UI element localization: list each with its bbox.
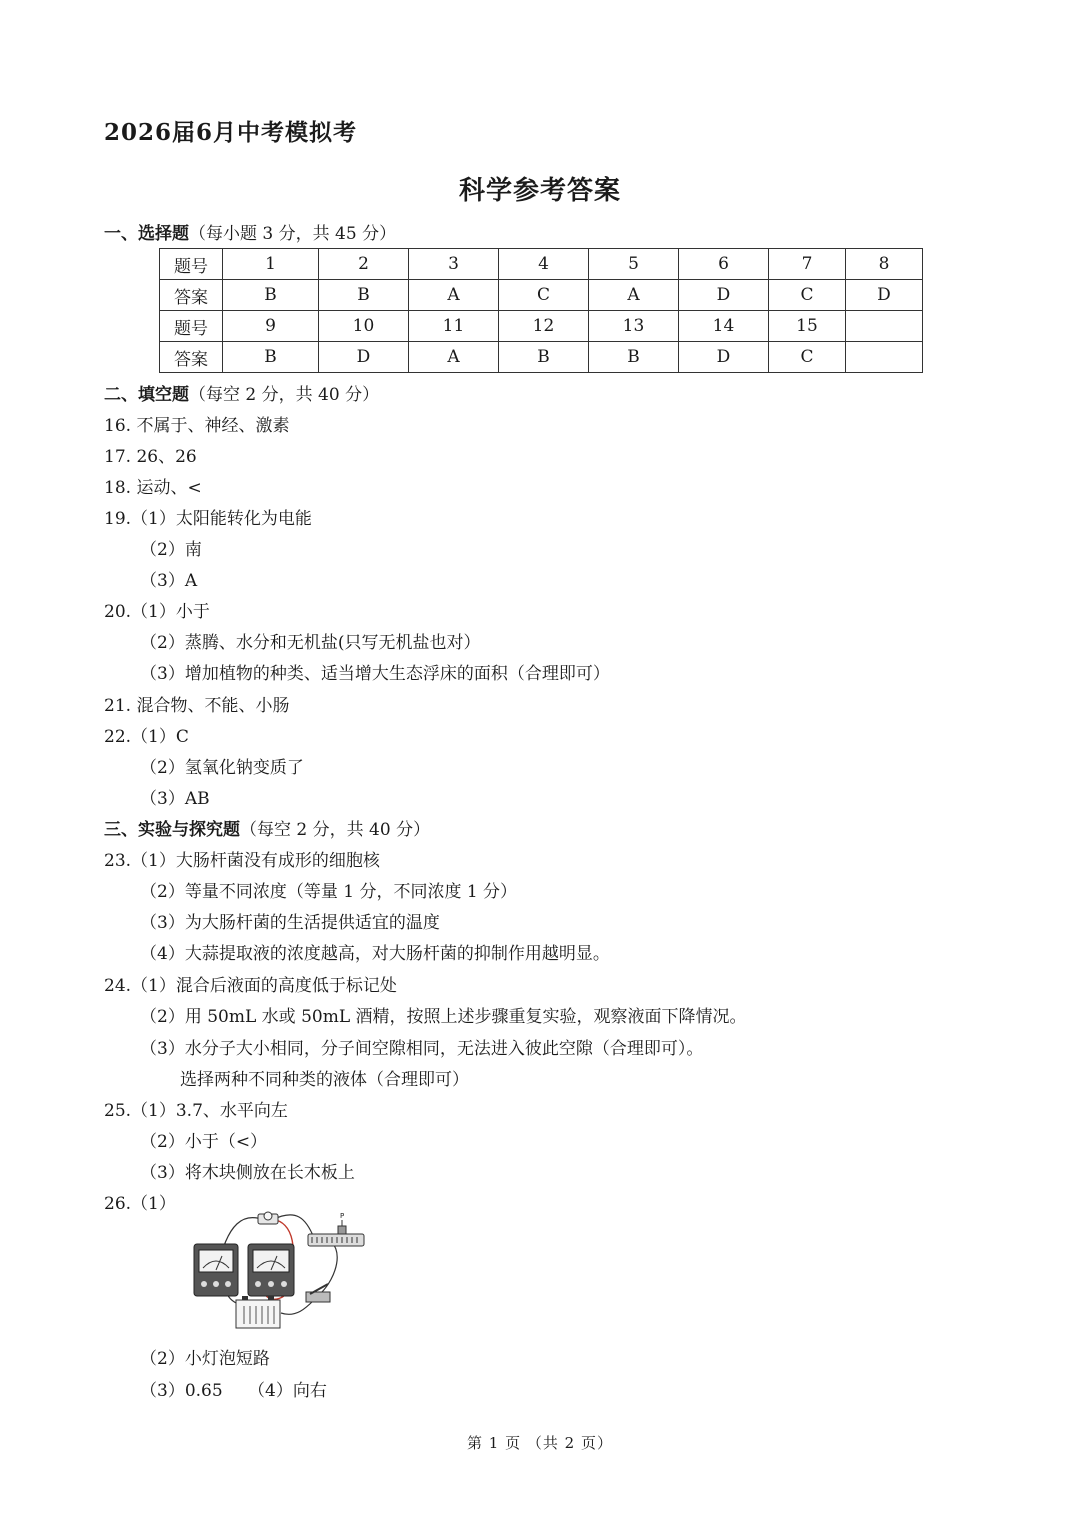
section-title: 一、选择题 [104,224,189,244]
rheostat-icon [308,1212,364,1246]
table-cell: 7 [769,249,846,280]
answer-26-3: （3）0.65 [140,1381,223,1401]
answer-25-1: 25.（1）3.7、水平向左 [104,1101,288,1121]
section-title: 三、实验与探究题 [104,820,240,840]
table-cell: C [499,280,589,311]
answer-26-1: 26.（1） [104,1194,176,1214]
answer-23-3: （3）为大肠杆菌的生活提供适宜的温度 [140,913,440,933]
table-cell: A [409,280,499,311]
section-note: （每小题 3 分，共 45 分） [189,224,397,244]
ammeter-icon [194,1244,238,1296]
table-row-header: 答案 [160,342,223,373]
table-cell: D [679,280,769,311]
slider-label: P [340,1212,345,1220]
answer-26-4: （4）向右 [248,1381,327,1401]
answer-18: 18. 运动、< [104,478,202,498]
answer-20-2: （2）蒸腾、水分和无机盐(只写无机盐也对） [140,633,481,653]
table-row-header: 题号 [160,249,223,280]
table-cell: 11 [409,311,499,342]
answer-16: 16. 不属于、神经、激素 [104,416,290,436]
table-cell: 9 [223,311,319,342]
answer-24-1: 24.（1）混合后液面的高度低于标记处 [104,976,397,996]
answer-24-3-continued: 选择两种不同种类的液体（合理即可） [180,1070,469,1090]
table-cell: A [589,280,679,311]
table-cell [846,311,923,342]
table-cell: 3 [409,249,499,280]
table-cell: 12 [499,311,589,342]
answer-19-2: （2）南 [140,540,202,560]
table-row-header: 答案 [160,280,223,311]
answer-21: 21. 混合物、不能、小肠 [104,696,290,716]
battery-icon [236,1296,280,1328]
lamp-icon [258,1212,278,1224]
table-cell: B [499,342,589,373]
answer-26-2: （2）小灯泡短路 [140,1349,270,1369]
section-note: （每空 2 分，共 40 分） [189,385,380,405]
table-cell: D [679,342,769,373]
answer-20-3: （3）增加植物的种类、适当增大生态浮床的面积（合理即可） [140,664,610,684]
table-row [160,311,923,342]
answer-22-3: （3）AB [140,789,210,809]
table-cell: B [319,280,409,311]
answer-25-3: （3）将木块侧放在长木板上 [140,1163,355,1183]
answer-24-2: （2）用 50mL 水或 50mL 酒精，按照上述步骤重复实验，观察液面下降情况。 [140,1007,747,1027]
document-title: 科学参考答案 [458,176,621,206]
section-heading-choice [104,219,396,244]
page-footer: 第 1 页 （共 2 页） [467,1434,613,1452]
section-heading-fill [104,380,379,405]
table-cell: 4 [499,249,589,280]
table-cell: B [223,342,319,373]
table-cell: B [589,342,679,373]
answer-table [159,248,923,373]
table-row-header: 题号 [160,311,223,342]
table-cell: 14 [679,311,769,342]
table-cell: 6 [679,249,769,280]
answer-22-2: （2）氢氧化钠变质了 [140,758,304,778]
answer-19-3: （3）A [140,571,198,591]
table-cell: 10 [319,311,409,342]
table-cell: 2 [319,249,409,280]
section-title: 二、填空题 [104,385,189,405]
table-row [160,342,923,373]
voltmeter-icon [248,1244,294,1296]
table-cell: C [769,342,846,373]
table-row [160,280,923,311]
answer-19-1: 19.（1）太阳能转化为电能 [104,509,312,529]
table-cell: D [319,342,409,373]
table-row [160,249,923,280]
table-cell: 1 [223,249,319,280]
answer-17: 17. 26、26 [104,447,197,467]
table-cell: 15 [769,311,846,342]
table-cell: C [769,280,846,311]
table-cell: 5 [589,249,679,280]
answer-24-3: （3）水分子大小相同，分子间空隙相同，无法进入彼此空隙（合理即可）。 [140,1039,704,1059]
answer-23-2: （2）等量不同浓度（等量 1 分，不同浓度 1 分） [140,882,518,902]
answer-23-1: 23.（1）大肠杆菌没有成形的细胞核 [104,851,380,871]
circuit-diagram [186,1208,376,1332]
answer-25-2: （2）小于（<） [140,1132,268,1152]
answer-23-4: （4）大蒜提取液的浓度越高，对大肠杆菌的抑制作用越明显。 [140,944,610,964]
table-cell: 13 [589,311,679,342]
section-heading-experiment [104,815,430,840]
table-cell: 8 [846,249,923,280]
answer-22-1: 22.（1）C [104,727,189,747]
exam-title: 2026届6月中考模拟考 [104,119,358,146]
table-cell: B [223,280,319,311]
section-note: （每空 2 分，共 40 分） [240,820,431,840]
table-cell: A [409,342,499,373]
table-cell [846,342,923,373]
table-cell: D [846,280,923,311]
answer-20-1: 20.（1）小于 [104,602,210,622]
